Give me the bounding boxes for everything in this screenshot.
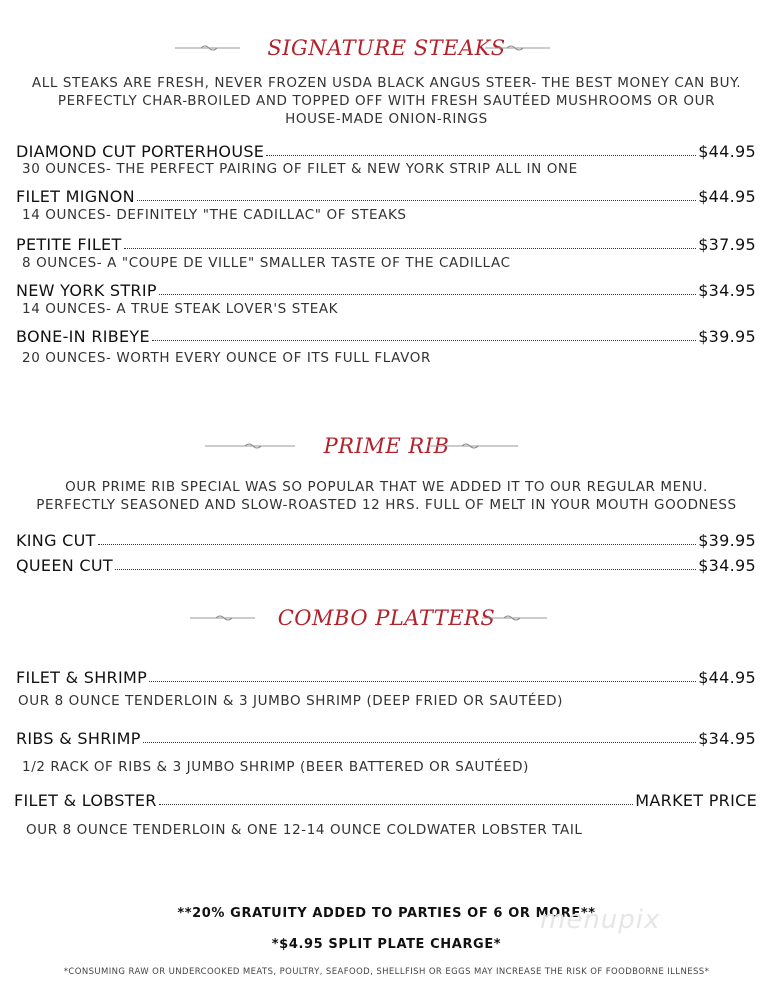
menu-item [16,278,756,300]
flourish-right-icon [482,613,547,623]
item-name: BONE-IN RIBEYE [16,327,150,346]
leader-dots [266,154,696,156]
item-name: PETITE FILET [16,235,122,254]
item-price: $37.95 [698,235,756,254]
item-description: 14 OUNCES- DEFINITELY "THE CADILLAC" OF STEAKS [22,207,407,223]
item-price: $44.95 [698,668,756,687]
item-name: DIAMOND CUT PORTERHOUSE [16,142,265,161]
leader-dots [149,680,696,682]
item-name: NEW YORK STRIP [16,281,157,300]
menu-item [14,788,757,810]
item-price: MARKET PRICE [635,791,757,810]
item-price: $34.95 [698,281,756,300]
intro-line: PERFECTLY CHAR-BROILED AND TOPPED OFF WITH FRESH SAUTÉED MUSHROOMS OR OUR [57,93,716,109]
item-price: $34.95 [698,556,756,575]
intro-line: PERFECTLY SEASONED AND SLOW-ROASTED 12 HRS. FULL OF MELT IN YOUR MOUTH GOODNESS [36,497,737,513]
watermark-logo: menupix [540,905,661,935]
item-name: KING CUT [16,531,96,550]
item-description: OUR 8 OUNCE TENDERLOIN & ONE 12-14 OUNCE COLDWATER LOBSTER TAIL [26,822,583,838]
section-title-signature-steaks: SIGNATURE STEAKS [267,36,506,60]
item-name: FILET MIGNON [16,187,135,206]
split-plate-note: *$4.95 SPLIT PLATE CHARGE* [271,937,502,952]
section-title-prime-rib: PRIME RIB [323,434,450,458]
leader-dots [137,199,696,201]
leader-dots [115,568,696,570]
menu-item [16,184,756,206]
item-name: RIBS & SHRIMP [16,729,141,748]
item-price: $39.95 [698,327,756,346]
menu-item [16,232,756,254]
leader-dots [152,339,696,341]
item-description: 8 OUNCES- A "COUPE DE VILLE" SMALLER TASTE OF THE CADILLAC [22,255,511,271]
item-name: FILET & LOBSTER [14,791,157,810]
item-price: $39.95 [698,531,756,550]
item-description: 30 OUNCES- THE PERFECT PAIRING OF FILET & NEW YORK STRIP ALL IN ONE [22,161,578,177]
intro-line: ALL STEAKS ARE FRESH, NEVER FROZEN USDA BLACK ANGUS STEER- THE BEST MONEY CAN BUY. [31,75,742,91]
menu-item [16,139,756,161]
item-name: QUEEN CUT [16,556,113,575]
signature-steaks-intro [0,74,773,128]
menu-item [16,553,756,575]
leader-dots [159,293,696,295]
item-price: $44.95 [698,187,756,206]
item-name: FILET & SHRIMP [16,668,148,687]
item-description: 20 OUNCES- WORTH EVERY OUNCE OF ITS FULL FLAVOR [22,350,431,366]
menu-item [16,528,756,550]
menu-item [16,665,756,687]
leader-dots [143,741,696,743]
menu-item [16,324,756,346]
section-title-combo-platters: COMBO PLATTERS [277,606,496,630]
item-description: 1/2 RACK OF RIBS & 3 JUMBO SHRIMP (BEER BATTERED OR SAUTÉED) [22,759,529,775]
leader-dots [124,247,697,249]
menu-item [16,726,756,748]
item-price: $44.95 [698,142,756,161]
flourish-right-icon [485,43,550,53]
leader-dots [98,543,696,545]
intro-line: HOUSE-MADE ONION-RINGS [285,111,488,127]
prime-rib-intro [0,478,773,514]
foodborne-illness-disclaimer: *CONSUMING RAW OR UNDERCOOKED MEATS, POULTRY, SEAFOOD, SHELLFISH OR EGGS MAY INCREASE THE RISK OF FOODBORNE ILLNESS* [63,967,710,977]
flourish-right-icon [428,441,518,451]
leader-dots [159,803,634,805]
item-description: OUR 8 OUNCE TENDERLOIN & 3 JUMBO SHRIMP (DEEP FRIED OR SAUTÉED) [18,693,563,709]
gratuity-note: **20% GRATUITY ADDED TO PARTIES OF 6 OR MORE** [177,906,596,921]
item-description: 14 OUNCES- A TRUE STEAK LOVER'S STEAK [22,301,339,317]
intro-line: OUR PRIME RIB SPECIAL WAS SO POPULAR THAT WE ADDED IT TO OUR REGULAR MENU. [65,479,708,495]
item-price: $34.95 [698,729,756,748]
